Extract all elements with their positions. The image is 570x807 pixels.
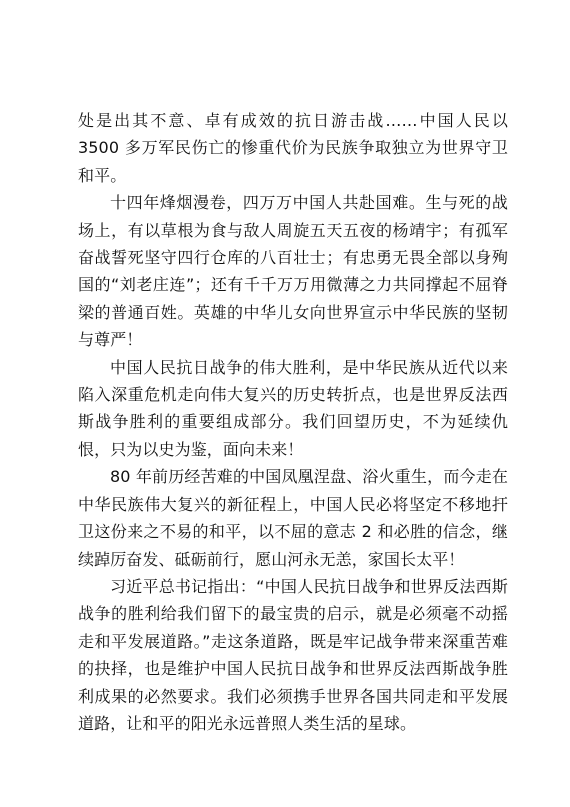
- paragraph-heroes: 十四年烽烟漫卷，四万万中国人共赴国难。生与死的战场上，有以草根为食与敌人周旋五天五夜的杨靖宇；有孤军奋战誓死坚守四行仓库的八百壮士；有忠勇无畏全部以身殉国的“刘老庄连”；还有千千万万用微薄之力共同撑起不屈脊梁的普通百姓。英雄的中华儿女向世界宣示中华民族的坚韧与尊严！: [78, 193, 508, 350]
- paragraph-peaceful-development: 习近平总书记指出：“中国人民抗日战争和世界反法西斯战争的胜利给我们留下的最宝贵的启示，就是必须毫不动摇走和平发展道路。”走这条道路，既是牢记战争带来深重苦难的抉择，也是维护中国人民抗日战争和世界反法西斯战争胜利成果的必然要求。我们必须携手世界各国共同走和平发展道路，让和平的阳光永远普照人类生活的星球。: [78, 576, 508, 733]
- article-body: [78, 107, 508, 737]
- paragraph-victory-significance: 中国人民抗日战争的伟大胜利，是中华民族从近代以来陷入深重危机走向伟大复兴的历史转折点，也是世界反法西斯战争胜利的重要组成部分。我们回望历史，不为延续仇恨，只为以史为鉴，面向未来！: [78, 357, 508, 459]
- paragraph-new-journey: 80 年前历经苦难的中国凤凰涅盘、浴火重生，而今走在中华民族伟大复兴的新征程上，中国人民必将坚定不移地扞卫这份来之不易的和平，以不屈的意志 2 和必胜的信念，继续踔厉奋发、砥砺前行，愿山河永无恙，家国长太平！: [78, 467, 508, 569]
- paragraph-continuation: 处是出其不意、卓有成效的抗日游击战……中国人民以 3500 多万军民伤亡的惨重代价为民族争取独立为世界守卫和平。: [78, 111, 508, 185]
